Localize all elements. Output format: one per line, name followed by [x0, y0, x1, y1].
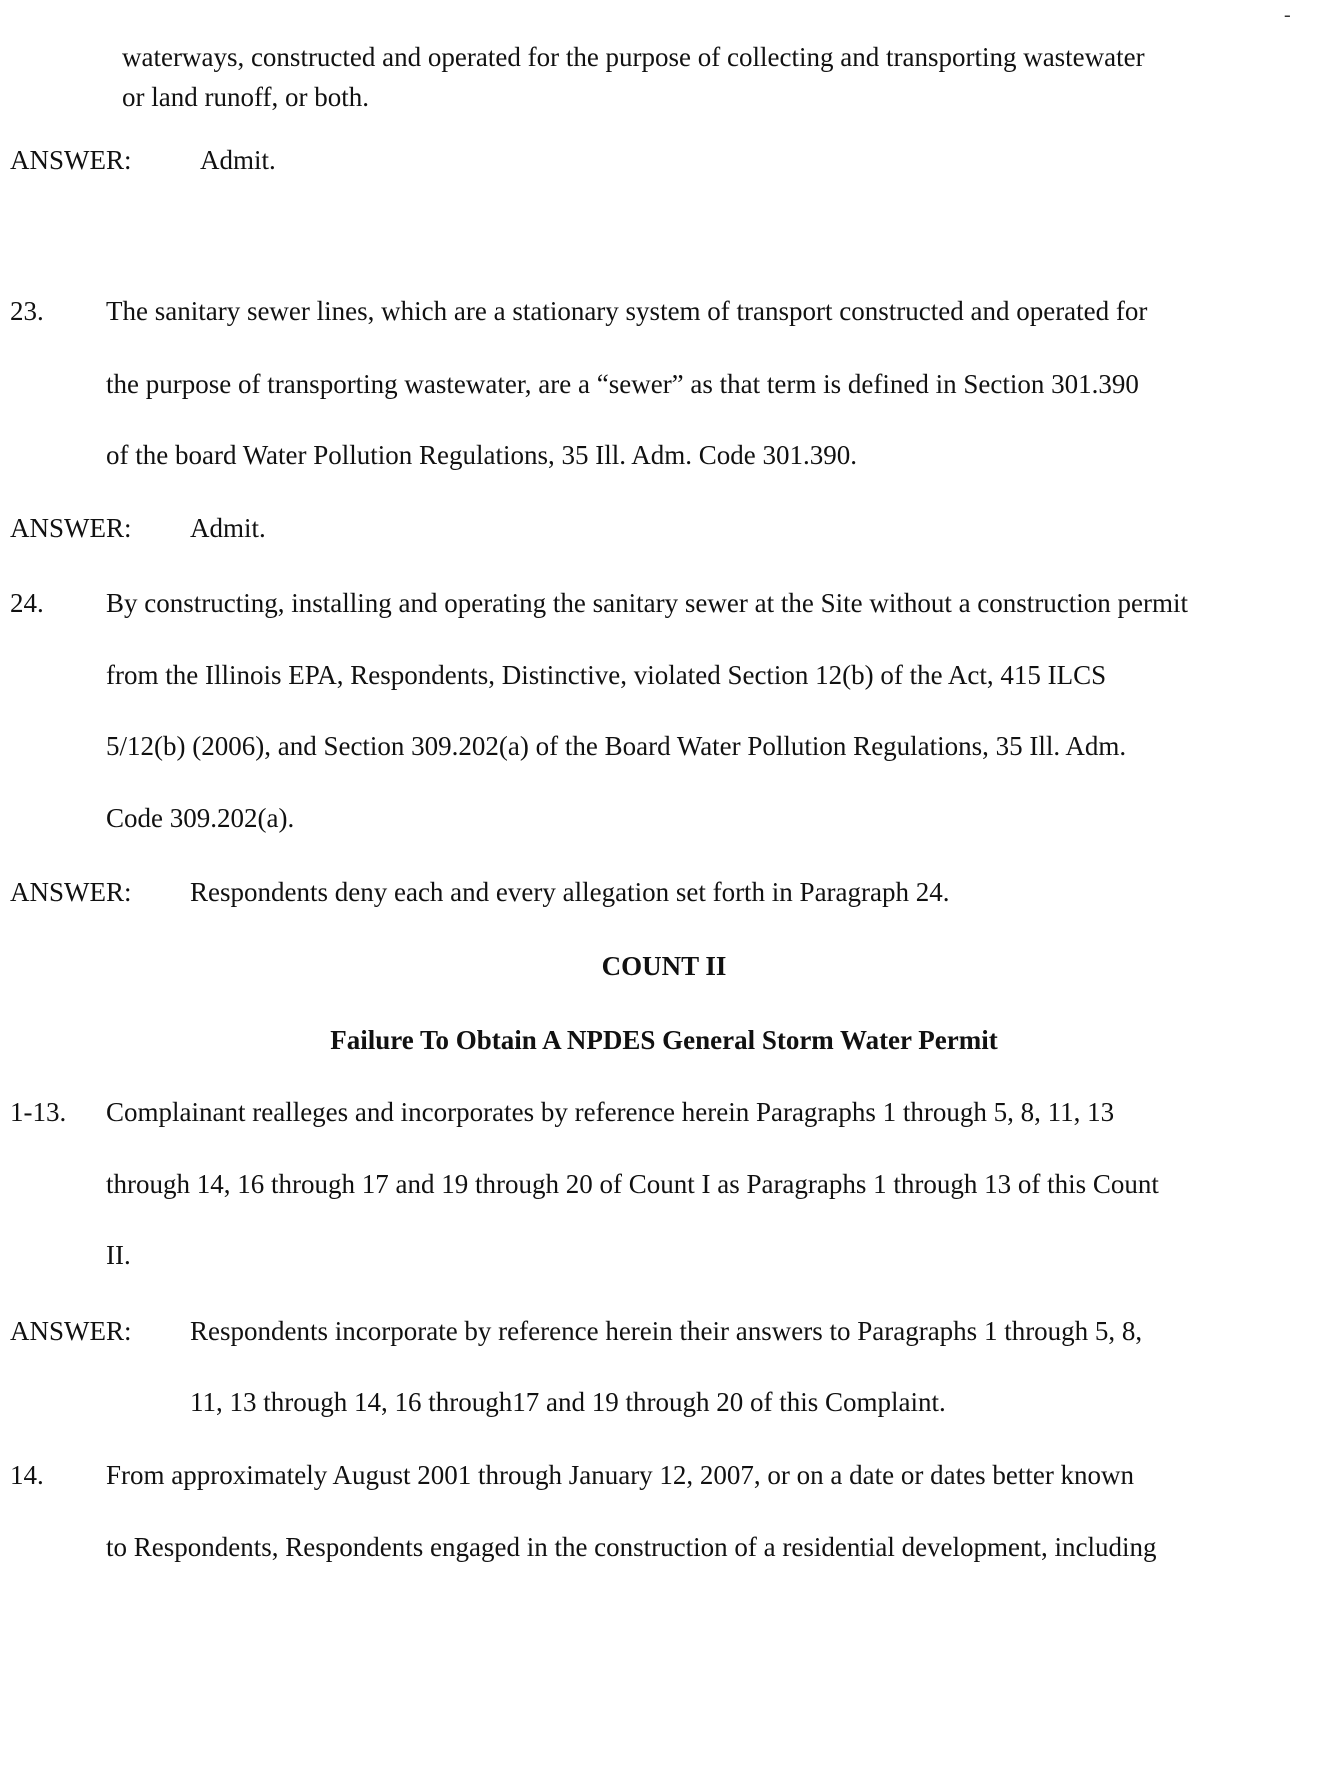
paragraph-line: II.: [106, 1240, 131, 1270]
answer-label: ANSWER:: [10, 513, 132, 543]
paragraph-line: through 14, 16 through 17 and 19 through 20 of Count I as Paragraphs 1 through 13 of this Count: [106, 1169, 1159, 1199]
paragraph-line: By constructing, installing and operating the sanitary sewer at the Site without a construction permit: [106, 588, 1189, 618]
paragraph-line: 5/12(b) (2006), and Section 309.202(a) of the Board Water Pollution Regulations, 35 Ill. Adm.: [106, 731, 1127, 761]
answer-label: ANSWER:: [10, 877, 132, 907]
paragraph-line: from the Illinois EPA, Respondents, Distinctive, violated Section 12(b) of the Act, 415 ILCS: [106, 660, 1107, 690]
answer-text: Admit.: [190, 513, 266, 543]
count-subtitle: Failure To Obtain A NPDES General Storm Water Permit: [330, 1025, 998, 1055]
paragraph-number: 23.: [10, 296, 44, 326]
paragraph-number: 14.: [10, 1460, 44, 1490]
paragraph-line: waterways, constructed and operated for the purpose of collecting and transporting wastewater: [122, 42, 1145, 72]
paragraph-number: 24.: [10, 588, 44, 618]
answer-text: Admit.: [200, 145, 276, 175]
answer-label: ANSWER:: [10, 1316, 132, 1346]
answer-label: ANSWER:: [10, 145, 132, 175]
answer-text: Respondents incorporate by reference herein their answers to Paragraphs 1 through 5, 8,: [190, 1316, 1143, 1346]
paragraph-number: 1-13.: [10, 1097, 67, 1127]
page-mark: -: [1284, 4, 1291, 26]
answer-text: Respondents deny each and every allegation set forth in Paragraph 24.: [190, 877, 950, 907]
paragraph-line: From approximately August 2001 through January 12, 2007, or on a date or dates better known: [106, 1460, 1135, 1490]
count-title: COUNT II: [601, 951, 727, 981]
paragraph-line: the purpose of transporting wastewater, are a “sewer” as that term is defined in Section 301.390: [106, 369, 1139, 399]
paragraph-line: Code 309.202(a).: [106, 803, 295, 833]
paragraph-line: of the board Water Pollution Regulations, 35 Ill. Adm. Code 301.390.: [106, 440, 858, 470]
paragraph-line: The sanitary sewer lines, which are a stationary system of transport constructed and operated for: [106, 296, 1148, 326]
paragraph-line: or land runoff, or both.: [122, 82, 369, 112]
answer-text: 11, 13 through 14, 16 through17 and 19 through 20 of this Complaint.: [190, 1387, 946, 1417]
paragraph-line: to Respondents, Respondents engaged in the construction of a residential development, including: [106, 1532, 1157, 1562]
paragraph-line: Complainant realleges and incorporates by reference herein Paragraphs 1 through 5, 8, 11, 13: [106, 1097, 1115, 1127]
